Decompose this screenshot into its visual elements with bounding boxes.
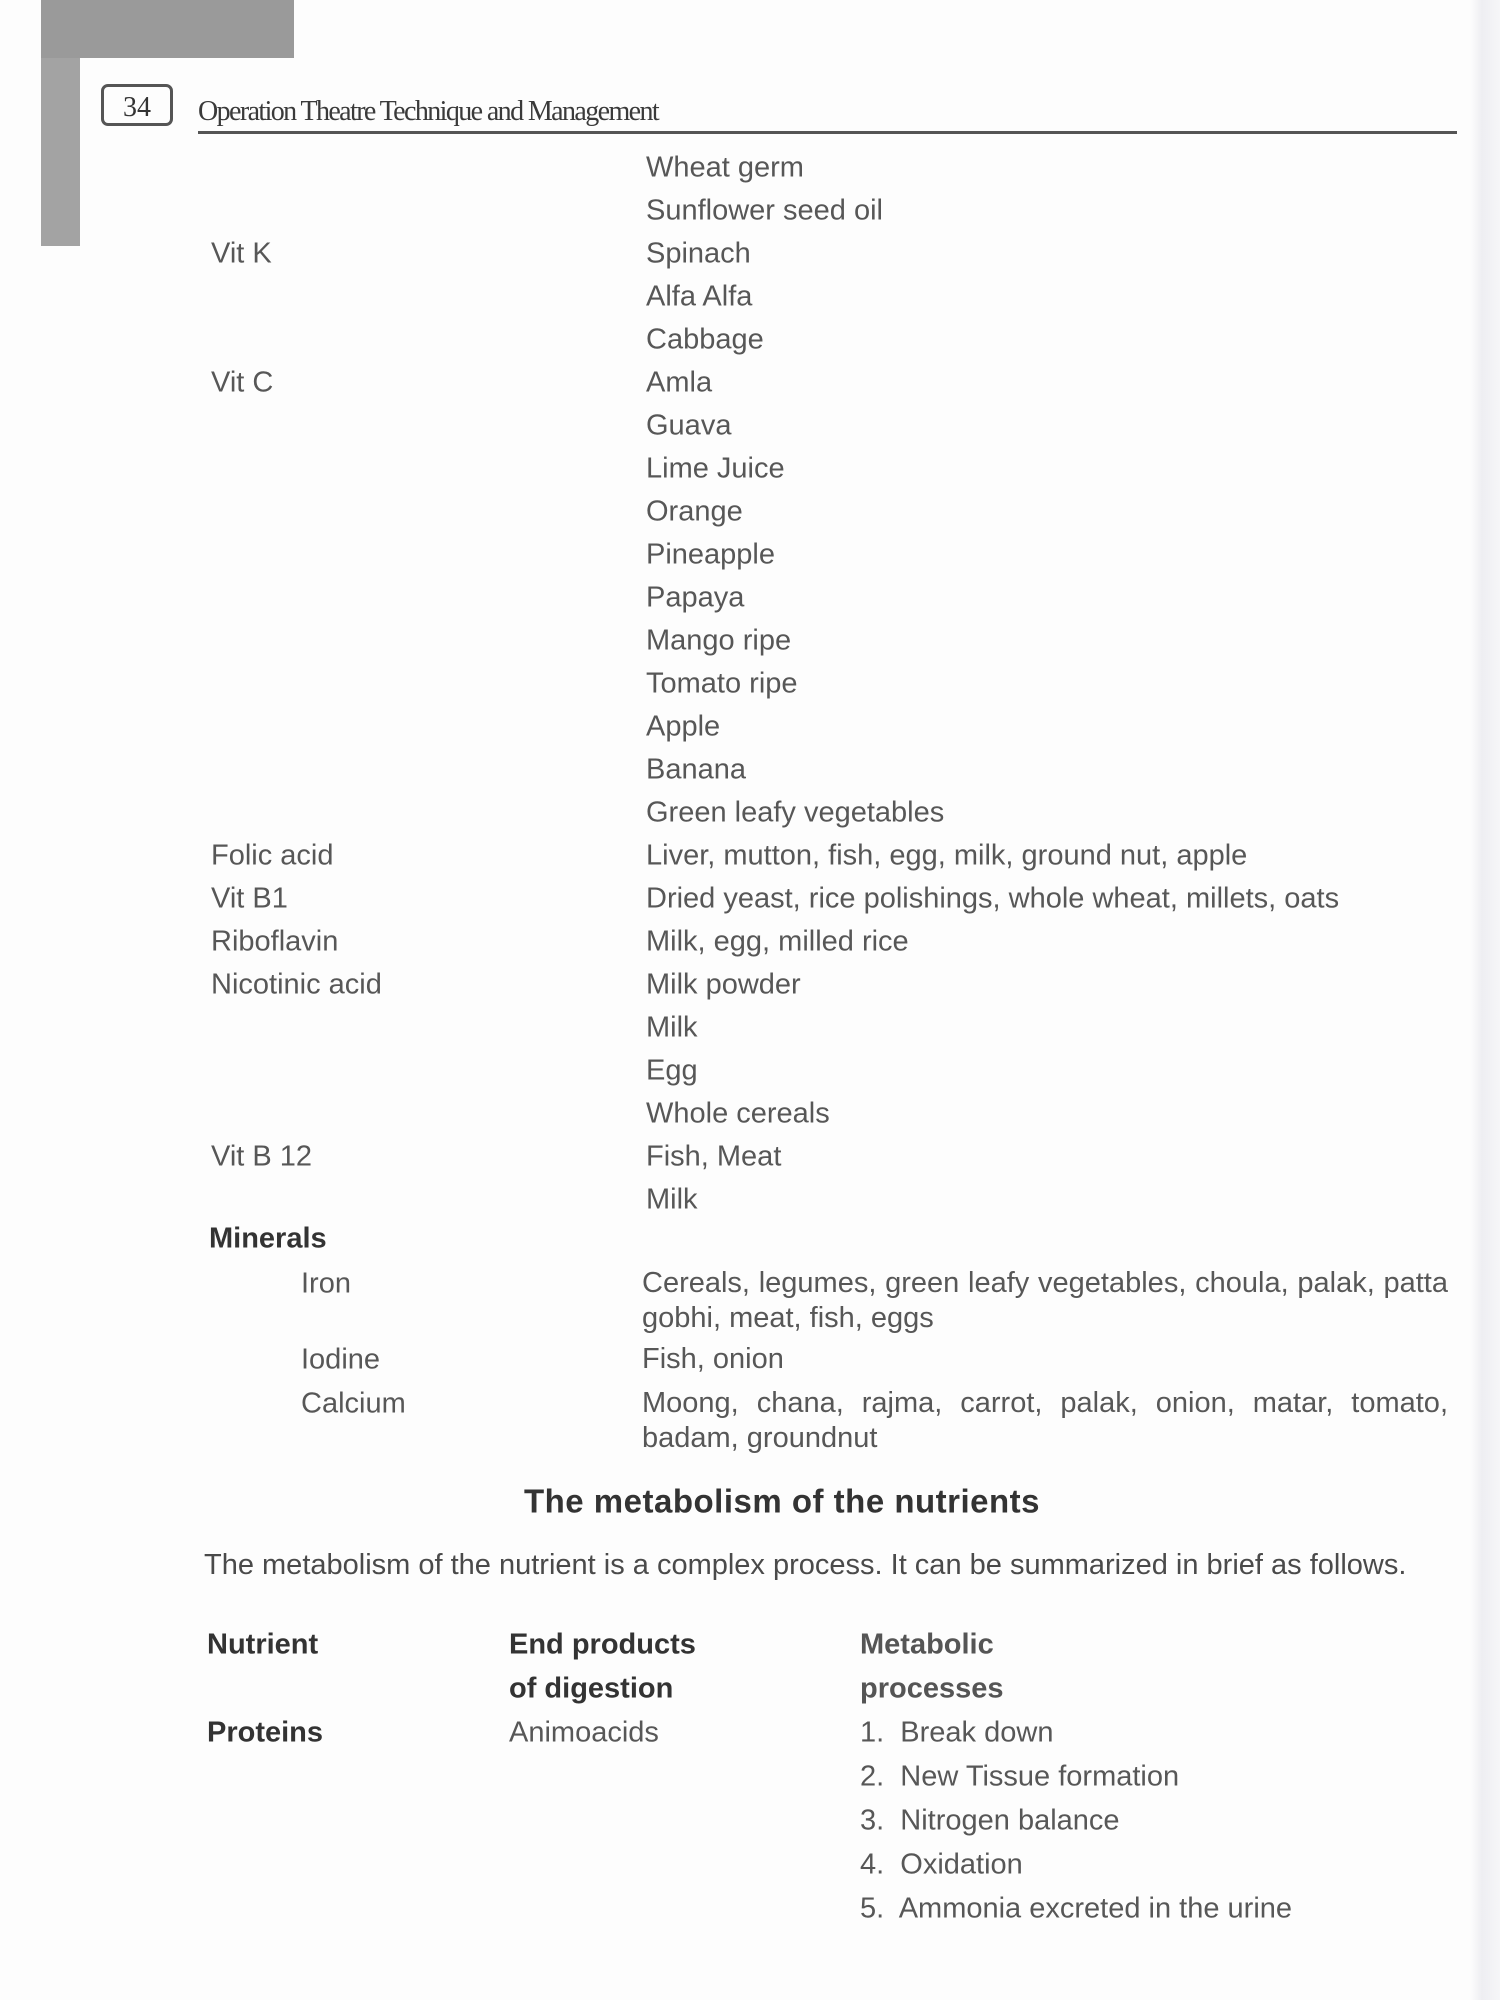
vitamin-name: Folic acid <box>211 839 334 872</box>
table-cell-process: 3. Nitrogen balance <box>860 1804 1120 1837</box>
vitamin-name: Nicotinic acid <box>211 968 382 1001</box>
page-gutter-shadow <box>1470 0 1500 2000</box>
vitamin-source: Milk powder <box>646 968 801 1001</box>
vitamin-source: Milk, egg, milled rice <box>646 925 909 958</box>
intro-paragraph: The metabolism of the nutrient is a complex process. It can be summarized in brief as follows. <box>204 1549 1407 1581</box>
table-cell-end-product: Animoacids <box>509 1716 659 1749</box>
vitamin-source: Tomato ripe <box>646 667 798 700</box>
vitamin-source: Dried yeast, rice polishings, whole wheat, millets, oats <box>646 882 1340 915</box>
mineral-source: Fish, onion <box>642 1343 784 1375</box>
vitamin-source: Milk <box>646 1183 698 1216</box>
vitamin-source: Pineapple <box>646 538 775 571</box>
vitamin-name: Vit B 12 <box>211 1140 313 1173</box>
table-cell-process: 4. Oxidation <box>860 1848 1023 1881</box>
table-header: processes <box>860 1672 1004 1705</box>
minerals-heading: Minerals <box>209 1222 327 1255</box>
vitamin-source: Whole cereals <box>646 1097 830 1130</box>
mineral-source: Cereals, legumes, green leafy vegetables, choula, palak, patta gobhi, meat, fish, eggs <box>642 1267 1448 1334</box>
table-header: Nutrient <box>207 1628 319 1661</box>
vitamin-source: Guava <box>646 409 732 442</box>
header-rule <box>198 131 1457 134</box>
vitamin-source: Egg <box>646 1054 698 1087</box>
vitamin-source: Papaya <box>646 581 745 614</box>
vitamin-source: Green leafy vegetables <box>646 796 945 829</box>
vitamin-source: Amla <box>646 366 713 399</box>
vitamin-source: Apple <box>646 710 721 743</box>
vitamin-source: Milk <box>646 1011 698 1044</box>
table-header: End products <box>509 1628 696 1661</box>
page-edge-tab <box>41 0 294 58</box>
vitamin-source: Fish, Meat <box>646 1140 782 1173</box>
mineral-name: Iodine <box>301 1343 381 1376</box>
mineral-name: Iron <box>301 1267 351 1300</box>
vitamin-source: Mango ripe <box>646 624 792 657</box>
table-cell-process: 1. Break down <box>860 1716 1054 1749</box>
mineral-name: Calcium <box>301 1387 406 1420</box>
vitamin-source: Liver, mutton, fish, egg, milk, ground nut, apple <box>646 839 1248 872</box>
page-number: 34 <box>101 84 173 126</box>
vitamin-source: Sunflower seed oil <box>646 194 883 227</box>
vitamin-source: Wheat germ <box>646 151 804 184</box>
table-cell-nutrient: Proteins <box>207 1716 324 1749</box>
vitamin-source: Orange <box>646 495 743 528</box>
vitamin-name: Vit C <box>211 366 274 399</box>
mineral-source: Moong, chana, rajma, carrot, palak, onion, matar, tomato, badam, groundnut <box>642 1387 1448 1454</box>
table-header: Metabolic <box>860 1628 994 1661</box>
table-header: of digestion <box>509 1672 674 1705</box>
section-heading: The metabolism of the nutrients <box>523 1482 1041 1520</box>
page-edge-strip <box>41 58 80 246</box>
vitamin-source: Spinach <box>646 237 751 270</box>
vitamin-name: Vit B1 <box>211 882 288 915</box>
vitamin-source: Lime Juice <box>646 452 785 485</box>
vitamin-source: Banana <box>646 753 746 786</box>
vitamin-name: Riboflavin <box>211 925 339 958</box>
vitamin-source: Alfa Alfa <box>646 280 753 313</box>
table-cell-process: 5. Ammonia excreted in the urine <box>860 1892 1293 1925</box>
table-cell-process: 2. New Tissue formation <box>860 1760 1180 1793</box>
vitamin-name: Vit K <box>211 237 272 270</box>
running-header-title: Operation Theatre Technique and Management <box>198 96 659 127</box>
vitamin-source: Cabbage <box>646 323 764 356</box>
